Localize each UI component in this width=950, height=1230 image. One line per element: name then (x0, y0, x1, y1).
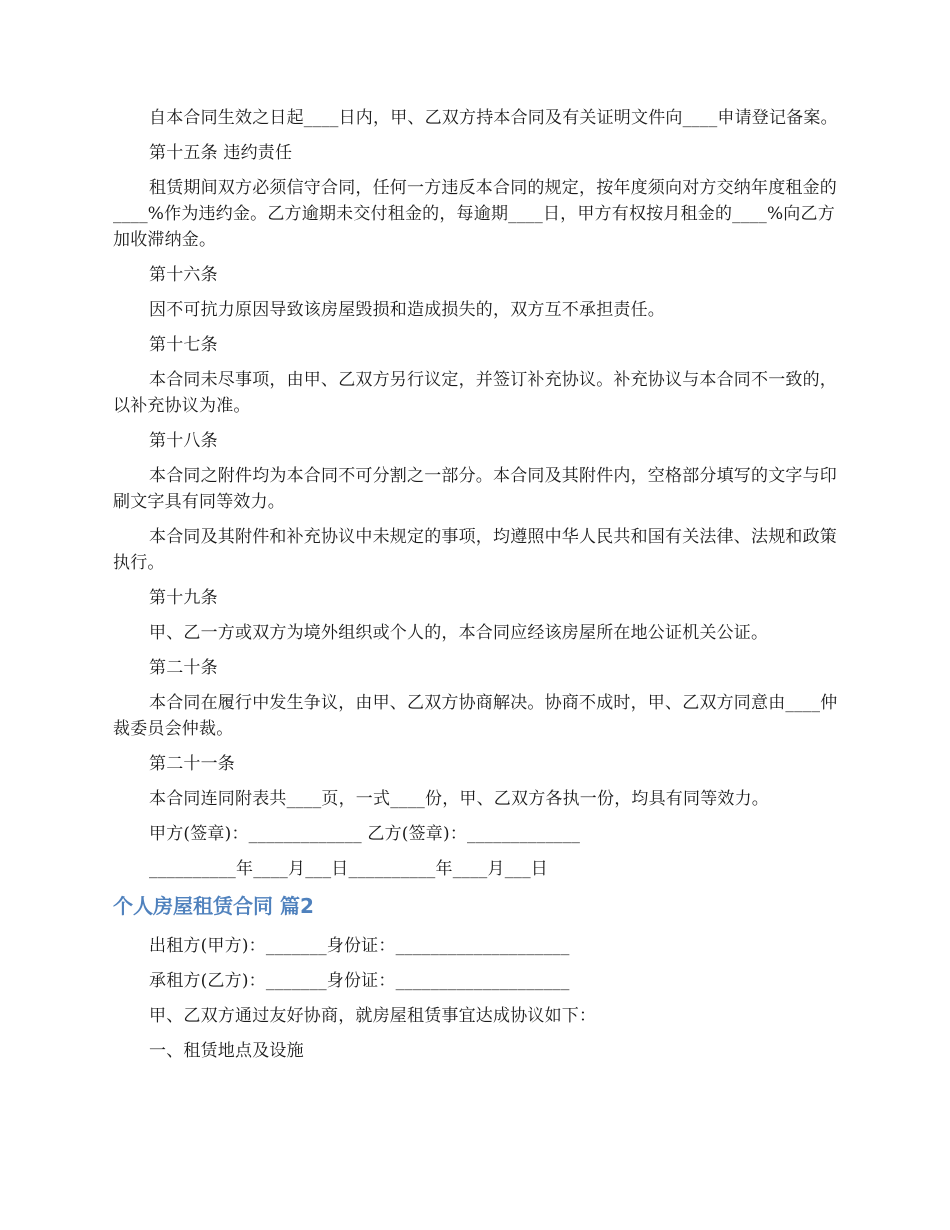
date-line: __________年____月___日__________年____月___日 (149, 859, 548, 879)
paragraph: 自本合同生效之日起____日内，甲、乙双方持本合同及有关证明文件向____申请登记备案。 (149, 108, 838, 128)
paragraph: 本合同之附件均为本合同不可分割之一部分。本合同及其附件内，空格部分填写的文字与印刷文字具有同等效力。 (113, 466, 837, 512)
paragraph: 本合同未尽事项，由甲、乙双方另行议定，并签订补充协议。补充协议与本合同不一致的，以补充协议为准。 (113, 370, 837, 416)
party-line: 出租方(甲方)：_______身份证：____________________ (149, 936, 570, 956)
clause-heading: 第二十一条 (149, 754, 235, 774)
clause-heading: 第二十条 (149, 658, 218, 678)
paragraph: 甲、乙双方通过友好协商，就房屋租赁事宜达成协议如下： (149, 1006, 597, 1026)
paragraph: 本合同在履行中发生争议，由甲、乙双方协商解决。协商不成时，甲、乙双方同意由____仲裁委员会仲裁。 (113, 693, 838, 739)
paragraph: 本合同连同附表共____页，一式____份，甲、乙双方各执一份，均具有同等效力。 (149, 789, 769, 809)
paragraph: 因不可抗力原因导致该房屋毁损和造成损失的，双方互不承担责任。 (149, 300, 665, 320)
document-page (113, 105, 841, 1073)
signature-line: 甲方(签章)：_____________ 乙方(签章)：_____________ (149, 824, 581, 844)
clause-heading: 第十五条 违约责任 (149, 143, 293, 163)
section-heading: 个人房屋租赁合同 篇2 (113, 894, 314, 918)
clause-heading: 第十六条 (149, 265, 218, 285)
subsection-heading: 一、租赁地点及设施 (149, 1041, 304, 1061)
paragraph: 租赁期间双方必须信守合同，任何一方违反本合同的规定，按年度须向对方交纳年度租金的____%作为违约金。乙方逾期未交付租金的，每逾期____日，甲方有权按月租金的____%向乙方加收滞纳金。 (113, 178, 837, 250)
paragraph: 本合同及其附件和补充协议中未规定的事项，均遵照中华人民共和国有关法律、法规和政策执行。 (113, 527, 837, 573)
clause-heading: 第十七条 (149, 335, 218, 355)
clause-heading: 第十九条 (149, 588, 218, 608)
paragraph: 甲、乙一方或双方为境外组织或个人的，本合同应经该房屋所在地公证机关公证。 (149, 623, 769, 643)
party-line: 承租方(乙方)：_______身份证：____________________ (149, 971, 570, 991)
clause-heading: 第十八条 (149, 431, 218, 451)
